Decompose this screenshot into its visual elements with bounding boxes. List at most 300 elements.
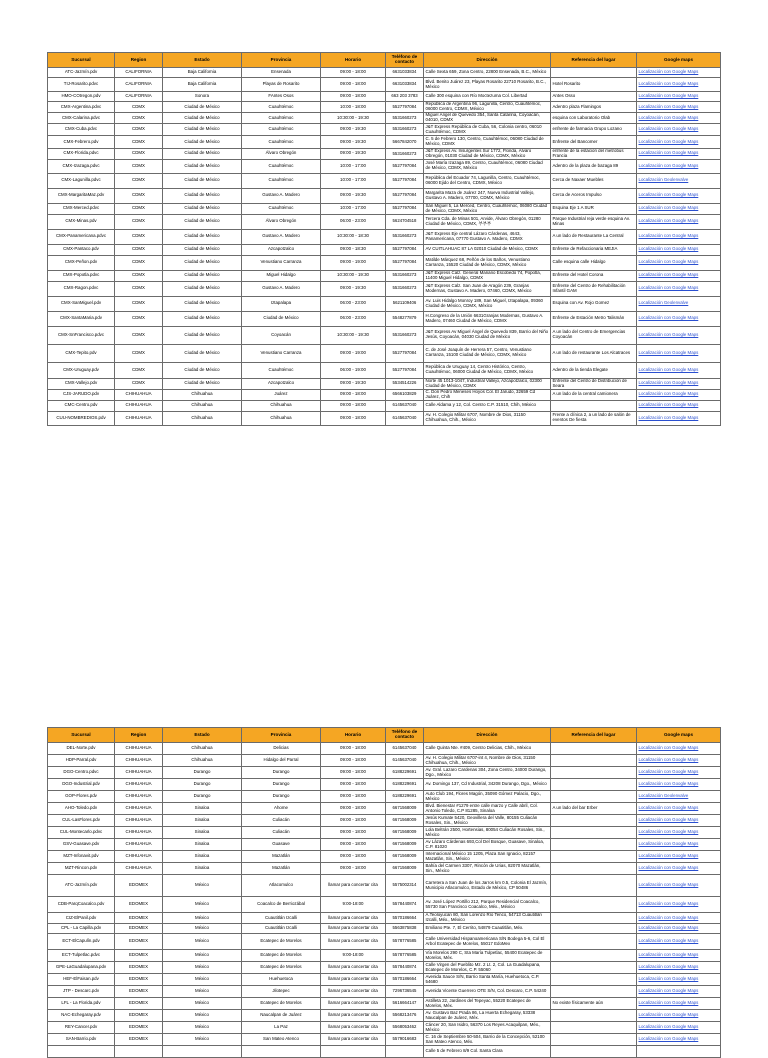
cell-sucursal: CMX-Peñon.pdv [48, 255, 115, 270]
cell-estado: Ciudad de México [163, 159, 242, 173]
cell-direccion: Matilde Márquez 68, Peñón de los Baños, Venustiano Carranza, 15520 Ciudad de México, CDMX, México [424, 255, 551, 270]
cell-referencia [551, 779, 637, 791]
cell-provincia: Juárez [242, 389, 321, 400]
cell-sucursal: CMX-SnFrancisco.pdvc [48, 326, 115, 344]
cell-sucursal: CMX-Ragon.pdvc [48, 281, 115, 296]
cell-estado: Sinaloa [163, 851, 242, 863]
header-sucursal: Sucursal [48, 53, 115, 68]
cell-referencia [551, 791, 637, 803]
google-maps-link[interactable]: Localización con Google Maps [637, 962, 721, 974]
cell-estado: Ciudad de México [163, 378, 242, 389]
google-maps-link[interactable]: Localización con Google Maps [637, 743, 721, 755]
cell-telefono: 6145637040 [386, 411, 424, 425]
cell-provincia: Cuauhtémoc [242, 124, 321, 136]
cell-telefono: 5531660273 [386, 281, 424, 296]
cell-horario: 09:00 - 18:00 [321, 839, 386, 851]
cell-telefono: 5616664147 [386, 998, 424, 1010]
cell-estado: Ciudad de México [163, 136, 242, 149]
google-maps-link[interactable]: Localización con Google Maps [637, 924, 721, 934]
cell-sucursal: CMX-Popotla.pdvc [48, 270, 115, 281]
google-maps-link[interactable]: Localización con Google Maps [637, 755, 721, 767]
cell-sucursal: JTP - Descarc.pdv [48, 986, 115, 998]
cell-referencia: A un lado de Restaurante La Central [551, 229, 637, 244]
cell-referencia [551, 68, 637, 78]
cell-region: CHIHUAHUA [115, 827, 163, 839]
cell-direccion: Bahía del Carmen 3307, Rincón de Urias, 82070 Mazatlán, Sin., México [424, 863, 551, 875]
cell-estado: Ciudad de México [163, 255, 242, 270]
cell-provincia: Cuauhtémoc [242, 113, 321, 124]
cell-direccion: C. 16 de Septiembre 50-504, Barrio de la Concepción, 52100 San Mateo Atenco, Méx. [424, 1034, 551, 1046]
cell-referencia: Cerca de Aceros Impulso [551, 188, 637, 203]
google-maps-link[interactable]: Localización con Google Maps [637, 875, 721, 897]
cell-horario: 09:00 - 19:30 [321, 124, 386, 136]
cell-provincia: Durango [242, 767, 321, 779]
google-maps-link[interactable]: Localización con Google Maps [637, 92, 721, 102]
table-row [48, 244, 721, 255]
cell-direccion: Margarita Maza de Juárez 247, Nueva Industrial Vallejo, Gustavo A. Madero, 07700, CDMX, México [424, 188, 551, 203]
cell-referencia [551, 755, 637, 767]
cell-provincia: Atlacomulco [242, 875, 321, 897]
cell-telefono: 6671568009 [386, 827, 424, 839]
cell-telefono: 5527797084 [386, 362, 424, 378]
cell-sucursal: MZT-Infonavit.pdv [48, 851, 115, 863]
cell-region: CHIHUAHUA [115, 803, 163, 815]
cell-referencia: Enfrente del Centro de Distribución de Seara [551, 378, 637, 389]
google-maps-link[interactable]: Localización Geolenvalve [637, 173, 721, 188]
table-row [48, 214, 721, 229]
cell-region: CDMX [115, 102, 163, 113]
google-maps-link[interactable]: Localización con Google Maps [637, 214, 721, 229]
cell-region: CDMX [115, 244, 163, 255]
cell-region: EDOMEX [115, 986, 163, 998]
google-maps-link[interactable]: Localización Geolenvalve [637, 791, 721, 803]
cell-horario: 10:30:00 - 19:30 [321, 270, 386, 281]
cell-provincia: Ecatepec de Morelos [242, 962, 321, 974]
table-row [48, 827, 721, 839]
cell-referencia [551, 815, 637, 827]
cell-horario: 09:00 - 18:00 [321, 743, 386, 755]
google-maps-link[interactable]: Localización con Google Maps [637, 913, 721, 924]
cell-direccion: Avenida Vicente Guerrero OTE S/N, Col. Descaro, C.P. 54240 [424, 986, 551, 998]
cell-telefono: 5527797084 [386, 344, 424, 362]
cell-estado: Ciudad de México [163, 124, 242, 136]
table-row [48, 296, 721, 311]
cell-direccion: Calle 300 esquina con Río Moctezuma Col. Libertad [424, 92, 551, 102]
cell-direccion: Cáncer 20, San Isidro, 56370 Los Reyes Acaquilpan, Méx., México [424, 1022, 551, 1034]
google-maps-link[interactable]: Localización con Google Maps [637, 326, 721, 344]
cell-provincia: Durango [242, 779, 321, 791]
cell-provincia: Miguel Hidalgo [242, 270, 321, 281]
table-row [48, 281, 721, 296]
cell-telefono: 5563875838 [386, 924, 424, 934]
cell-region: CHIHUAHUA [115, 815, 163, 827]
cell-telefono: 5578776585 [386, 934, 424, 950]
cell-provincia: Ecatepec de Morelos [242, 950, 321, 962]
cell-telefono: 6631033834 [386, 78, 424, 92]
google-maps-link[interactable]: Localización con Google Maps [637, 68, 721, 78]
table-row [48, 779, 721, 791]
cell-sucursal: HDP-Parral.pdv [48, 755, 115, 767]
cell-direccion: San Miguel 5, La Merced, Centro, Cuauhtémoc, 06080 Ciudad de México, CDMX, México [424, 203, 551, 214]
table-row [48, 863, 721, 875]
cell-region: EDOMEX [115, 1010, 163, 1022]
cell-region: CALIFORNIA [115, 68, 163, 78]
cell-region: CHIHUAHUA [115, 851, 163, 863]
cell-horario: 09:00 - 18:00 [321, 791, 386, 803]
table-row [48, 1034, 721, 1046]
google-maps-link[interactable]: Localización con Google Maps [637, 986, 721, 998]
cell-direccion: Vía Morelos 290 C, Sta María Tulpetlac, 55400 Ecatepec de Morelos, Méx. [424, 950, 551, 962]
cell-provincia: Chihuahua [242, 411, 321, 425]
cell-estado: Durango [163, 779, 242, 791]
header-telefono: Teléfono de contacto [386, 53, 424, 68]
google-maps-link[interactable]: Localización con Google Maps [637, 827, 721, 839]
google-maps-link[interactable]: Localización con Google Maps [637, 203, 721, 214]
cell-sucursal: CMX-Izazaga.pdvc [48, 159, 115, 173]
table-row [48, 913, 721, 924]
cell-telefono: 6671568009 [386, 839, 424, 851]
cell-telefono: 5570186664 [386, 974, 424, 986]
cell-referencia: Enfrente de Estación Metro Talismán [551, 311, 637, 326]
cell-telefono: 5570186664 [386, 913, 424, 924]
cell-referencia: Antes Osso [551, 92, 637, 102]
google-maps-link[interactable]: Localización con Google Maps [637, 344, 721, 362]
cell-direccion: J&T Express Av. Insurgentes Sur 1772, Florida, Álvaro Obregón, 01030 Ciudad de México, CDMX, México [424, 149, 551, 160]
cell-estado: Ciudad de México [163, 244, 242, 255]
google-maps-link[interactable]: Localización con Google Maps [637, 244, 721, 255]
cell-provincia: Huehuetoca [242, 974, 321, 986]
cell-sucursal: ECT-Tulpetlac.pdvc [48, 950, 115, 962]
google-maps-link[interactable]: Localización con Google Maps [637, 411, 721, 425]
cell-telefono: 5534514226 [386, 378, 424, 389]
table-row [48, 255, 721, 270]
table-row [48, 113, 721, 124]
cell-direccion: Blvd. Benito Juárez 23, Playas Rosarito 22710 Rosarito, B.C., México [424, 78, 551, 92]
cell-region: CALIFORNIA [115, 78, 163, 92]
google-maps-link[interactable]: Localización con Google Maps [637, 803, 721, 815]
cell-direccion: J&T Express Calz. San Juan de Aragón 239, Granjas Modernas, Gustavo A. Madero, 07460, CDMX, México [424, 281, 551, 296]
google-maps-link[interactable]: Localización con Google Maps [637, 378, 721, 389]
cell-direccion: Av. H. Colegio Militar 6707-int 4, Nombre de Dios, 31150 Chihuahua, Chih., México [424, 755, 551, 767]
table-row [48, 1046, 721, 1058]
cell-direccion: Carretera a San Juan de los Jarros km 0.5, Colonia El Jazmín, Municipio Atlacomulco, Estado de México, CP 50486 [424, 875, 551, 897]
cell-region: CDMX [115, 113, 163, 124]
cell-region: CHIHUAHUA [115, 755, 163, 767]
cell-estado: México [163, 897, 242, 913]
cell-direccion: Jesús Kumate 5420, Geovillera del Valle, 80155 Culiacán Rosales, Sin., México [424, 815, 551, 827]
cell-sucursal: CMX-MargaritaMaz.pdv [48, 188, 115, 203]
table-row [48, 159, 721, 173]
google-maps-link[interactable]: Localización con Google Maps [637, 950, 721, 962]
table-row [48, 767, 721, 779]
table-row [48, 362, 721, 378]
cell-sucursal: CMX-Uruguay.pdv [48, 362, 115, 378]
cell-horario: 09:00 - 18:00 [321, 68, 386, 78]
cell-sucursal: CMX-Febrero.pdv [48, 136, 115, 149]
cell-referencia: Calle esquina calle Hidalgo [551, 255, 637, 270]
cell-telefono: 5531660273 [386, 229, 424, 244]
cell-provincia: Ensenada [242, 68, 321, 78]
google-maps-link[interactable]: Localización con Google Maps [637, 188, 721, 203]
cell-horario: llamar para concertar cita [321, 875, 386, 897]
table-row [48, 743, 721, 755]
cell-telefono: 6566103829 [386, 389, 424, 400]
cell-estado: Sinaloa [163, 827, 242, 839]
cell-direccion: C. de José Joaquín de Herrera 57, Centro, Venustiano Carranza, 15100 Ciudad de México, CDMX, México [424, 344, 551, 362]
google-maps-link[interactable]: Localización con Google Maps [637, 779, 721, 791]
cell-provincia: Gustavo A. Madero [242, 281, 321, 296]
cell-estado: México [163, 934, 242, 950]
cell-referencia [551, 1034, 637, 1046]
cell-horario: 09:00 - 19:30 [321, 188, 386, 203]
cell-region: CALIFORNIA [115, 92, 163, 102]
table-row [48, 389, 721, 400]
cell-region: EDOMEX [115, 924, 163, 934]
cell-provincia: Durango [242, 791, 321, 803]
cell-provincia: Coacalco de Berriozábal [242, 897, 321, 913]
table-row [48, 803, 721, 815]
cell-direccion: República de Uruguay 14, Centro Histórico, Centro, Cuauhtémoc, 06000 Ciudad de México, CDMX, México [424, 362, 551, 378]
table-row [48, 950, 721, 962]
google-maps-link[interactable]: Localización con Google Maps [637, 998, 721, 1010]
cell-region: CHIHUAHUA [115, 779, 163, 791]
cell-referencia [551, 851, 637, 863]
cell-telefono: 5531660273 [386, 149, 424, 160]
cell-direccion: J&T Express Av Miguel Ángel de Quevedo 839, Barrio del Niño Jesús, Coyoacán, 04030 Ciudad de México [424, 326, 551, 344]
cell-region [115, 1046, 163, 1058]
cell-region: EDOMEX [115, 962, 163, 974]
table-row [48, 124, 721, 136]
cell-horario: 09:00 - 18:00 [321, 863, 386, 875]
cell-direccion: Av. José López Portillo 212, Parque Residencial Coacalco, 55730 San Francisco Coacalco, Méx., México [424, 897, 551, 913]
cell-estado: Chihuahua [163, 389, 242, 400]
google-maps-link[interactable]: Localización con Google Maps [637, 897, 721, 913]
header-provincia: Provincia [242, 53, 321, 68]
cell-telefono: 6188229691 [386, 767, 424, 779]
cell-horario: llamar para concertar cita [321, 934, 386, 950]
cell-direccion: J&T Express Eje central Lázaro Cárdenas, 4643, Panamericana, 07770 Gustavo A. Madero, CDMX [424, 229, 551, 244]
cell-horario: 09:00 - 18:00 [321, 827, 386, 839]
cell-region: CHIHUAHUA [115, 767, 163, 779]
cell-referencia [551, 950, 637, 962]
cell-telefono: 5667842070 [386, 136, 424, 149]
cell-referencia [551, 934, 637, 950]
cell-direccion: Av. Luis Hidalgo Monroy 189, San Miguel, Iztapalapa, 09360 Ciudad de México, CDMX, México [424, 296, 551, 311]
cell-horario: llamar para concertar cita [321, 1010, 386, 1022]
cell-sucursal: CMX-Tepito.pdv [48, 344, 115, 362]
google-maps-link[interactable]: Localización con Google Maps [637, 839, 721, 851]
cell-region: CDMX [115, 149, 163, 160]
cell-sucursal: ATC-Jazmín.pdv [48, 68, 115, 78]
cell-direccion: Norte 45 1013-1047, Industrial Vallejo, Azcapotzalco, 02300 Ciudad de México, CDMX [424, 378, 551, 389]
cell-provincia: La Paz [242, 1022, 321, 1034]
cell-direccion: Blvd. Bienestar #1279 entre calle marzo y Calle abril, Col. Antonio Toledo, C.P 81285, Sinaloa [424, 803, 551, 815]
cell-referencia [551, 1010, 637, 1022]
cell-estado: Ciudad de México [163, 214, 242, 229]
cell-referencia: Adentro de la tienda Elegate [551, 362, 637, 378]
google-maps-link[interactable]: Localización con Google Maps [637, 113, 721, 124]
cell-referencia [551, 1022, 637, 1034]
google-maps-link[interactable]: Localización con Google Maps [637, 124, 721, 136]
cell-referencia [551, 974, 637, 986]
cell-horario: 06:00 - 23:00 [321, 214, 386, 229]
google-maps-link[interactable]: Localización con Google Maps [637, 400, 721, 411]
cell-region: CDMX [115, 214, 163, 229]
cell-direccion: J&T Express Calz. General Mariano Escobedo 74, Popotla, 11400 Miguel Hidalgo, CDMX [424, 270, 551, 281]
cell-region: CDMX [115, 159, 163, 173]
cell-estado: Ciudad de México [163, 362, 242, 378]
cell-sucursal: ECT-ElCapulín.pdv [48, 934, 115, 950]
cell-horario: llamar para concertar cita [321, 986, 386, 998]
cell-provincia: Mazatlán [242, 863, 321, 875]
cell-referencia [551, 913, 637, 924]
header-direccion: Dirección [424, 53, 551, 68]
google-maps-link[interactable]: Localización con Google Maps [637, 281, 721, 296]
cell-estado: Sinaloa [163, 863, 242, 875]
cell-horario: 09:00 - 18:00 [321, 411, 386, 425]
cell-direccion: Lola Beltrán 2500, Hortensias, 80054 Culiacán Rosales, Sin., México [424, 827, 551, 839]
cell-referencia [551, 1046, 637, 1058]
header-sucursal: Sucursal [48, 728, 115, 743]
cell-sucursal: CMX-Florida.pdvc [48, 149, 115, 160]
cell-referencia: esquina con Laboratorio Olab [551, 113, 637, 124]
google-maps-link[interactable]: Localización con Google Maps [637, 1022, 721, 1034]
google-maps-link[interactable]: Localización con Google Maps [637, 851, 721, 863]
cell-provincia: Azcapotzalco [242, 244, 321, 255]
cell-region: CDMX [115, 344, 163, 362]
cell-region: EDOMEX [115, 950, 163, 962]
cell-region: CDMX [115, 173, 163, 188]
cell-horario: 06:00 - 23:00 [321, 311, 386, 326]
cell-sucursal: GSV-Guasave.pdv [48, 839, 115, 851]
cell-horario: 10:00 - 17:00 [321, 203, 386, 214]
cell-direccion: Internacional México 15 1205, Plaza San Ignacio, 82157 Mazatlán, Sin., México [424, 851, 551, 863]
cell-sucursal: LFL - La Florida.pdv [48, 998, 115, 1010]
google-maps-link[interactable]: Localización con Google Maps [637, 974, 721, 986]
cell-direccion: Astilleta 22, Jardines del Tepeyac, 55220 Ecatepec de Morelos, Méx. [424, 998, 551, 1010]
cell-telefono: 5531660273 [386, 326, 424, 344]
cell-provincia: Delicias [242, 743, 321, 755]
cell-provincia: Gustavo A. Madero [242, 188, 321, 203]
google-maps-link[interactable]: Localización con Google Maps [637, 78, 721, 92]
cell-telefono: 5527797084 [386, 102, 424, 113]
google-maps-link[interactable]: Localización con Google Maps [637, 149, 721, 160]
table-row [48, 68, 721, 78]
cell-direccion: Calle Quinta Nte. #409, Centro Delicias, Chih., México [424, 743, 551, 755]
cell-region: CHIHUAHUA [115, 400, 163, 411]
cell-telefono: 5578776585 [386, 950, 424, 962]
cell-telefono: 5578440874 [386, 897, 424, 913]
cell-direccion: J&T Express República de Cuba, 56, Colonia centro, 06010 Cuauhtémoc, CDMX [424, 124, 551, 136]
google-maps-link[interactable]: Localización Geolenvalve [637, 296, 721, 311]
table-row [48, 815, 721, 827]
cell-direccion: Calle Aldama y 12, Col. Centro C.P. 31510, Chih, México [424, 400, 551, 411]
google-maps-link[interactable]: Localización con Google Maps [637, 229, 721, 244]
cell-sucursal: DGO-Centro.pdvc [48, 767, 115, 779]
cell-provincia: Cuauhtémoc [242, 362, 321, 378]
cell-region: CHIHUAHUA [115, 791, 163, 803]
google-maps-link[interactable]: Localización con Google Maps [637, 255, 721, 270]
cell-sucursal: CMX-Calarina.pdvc [48, 113, 115, 124]
cell-horario [321, 1046, 386, 1058]
cell-horario: 09:00 - 18:00 [321, 803, 386, 815]
google-maps-link[interactable]: Localización con Google Maps [637, 389, 721, 400]
cell-region: EDOMEX [115, 974, 163, 986]
google-maps-link[interactable]: Localización con Google Maps [637, 934, 721, 950]
header-provincia: Provincia [242, 728, 321, 743]
cell-provincia: Cuauhtémoc [242, 159, 321, 173]
table-row [48, 411, 721, 425]
cell-horario: 09:00 - 18:00 [321, 400, 386, 411]
cell-provincia: Gustavo A. Madero [242, 229, 321, 244]
cell-estado: México [163, 974, 242, 986]
google-maps-link[interactable]: Localización con Google Maps [637, 362, 721, 378]
cell-referencia [551, 767, 637, 779]
cell-provincia: Venustiano Carranza [242, 255, 321, 270]
cell-telefono: 5531660273 [386, 270, 424, 281]
cell-horario: 06:00 - 19:00 [321, 362, 386, 378]
table-row [48, 270, 721, 281]
google-maps-link[interactable]: Localización con Google Maps [637, 270, 721, 281]
table-row [48, 924, 721, 934]
cell-sucursal: CMX-Cuba.pdvc [48, 124, 115, 136]
cell-referencia [551, 962, 637, 974]
google-maps-link[interactable]: Localización con Google Maps [637, 102, 721, 113]
header-referencia: Referencia del lugar [551, 728, 637, 743]
google-maps-link[interactable]: Localización con Google Maps [637, 1010, 721, 1022]
cell-referencia: Hotel Rosarito [551, 78, 637, 92]
cell-telefono: 663 203 3783 [386, 92, 424, 102]
cell-referencia [551, 863, 637, 875]
cell-direccion: AV CUITLAHUAC 87 LA 02010 Ciudad de México, CDMX [424, 244, 551, 255]
table-row [48, 974, 721, 986]
header-direccion: Dirección [424, 728, 551, 743]
google-maps-link[interactable]: Localización con Google Maps [637, 1034, 721, 1046]
google-maps-link[interactable]: Localización con Google Maps [637, 815, 721, 827]
cell-telefono: 5527797084 [386, 203, 424, 214]
cell-estado: Ciudad de México [163, 203, 242, 214]
google-maps-link[interactable]: Localización con Google Maps [637, 159, 721, 173]
cell-provincia: Azcapotzalco [242, 378, 321, 389]
cell-region: CHIHUAHUA [115, 863, 163, 875]
cell-sucursal: CMX-Pantaco.pdv [48, 244, 115, 255]
cell-provincia: Cuauhtémoc [242, 136, 321, 149]
cell-telefono: 7296736545 [386, 986, 424, 998]
google-maps-link[interactable]: Localización con Google Maps [637, 863, 721, 875]
cell-direccion: Auto Club 194, Flores Magón, 35090 Gómez Palacio, Dgo., México [424, 791, 551, 803]
table-row [48, 78, 721, 92]
cell-sucursal: GOP-Flores.pdv [48, 791, 115, 803]
cell-horario: 10:00 - 18:00 [321, 102, 386, 113]
cell-region: EDOMEX [115, 1022, 163, 1034]
table-row [48, 998, 721, 1010]
cell-telefono: 6671568009 [386, 863, 424, 875]
cell-horario: 09:00 - 18:00 [321, 815, 386, 827]
cell-telefono: 5624704518 [386, 214, 424, 229]
cell-provincia: Cuauhtémoc [242, 173, 321, 188]
google-maps-link[interactable]: Localización con Google Maps [637, 767, 721, 779]
cell-estado: Sinaloa [163, 803, 242, 815]
cell-direccion: Calle Universidad Hispanoamericana S/N Bodega 5-6, Col El Arbol Ecatepec de Morelos, 55017 EdoMex [424, 934, 551, 950]
cell-horario: llamar para concertar cita [321, 913, 386, 924]
cell-referencia: A un lado del bar Erber [551, 803, 637, 815]
cell-sucursal: CMX-Minas.pdv [48, 214, 115, 229]
cell-sucursal: DEL-Norte.pdv [48, 743, 115, 755]
cell-horario: 09:00 - 18:00 [321, 755, 386, 767]
cell-telefono: 5621109406 [386, 296, 424, 311]
google-maps-link[interactable]: Localización con Google Maps [637, 136, 721, 149]
google-maps-link[interactable]: Localización con Google Maps [637, 311, 721, 326]
